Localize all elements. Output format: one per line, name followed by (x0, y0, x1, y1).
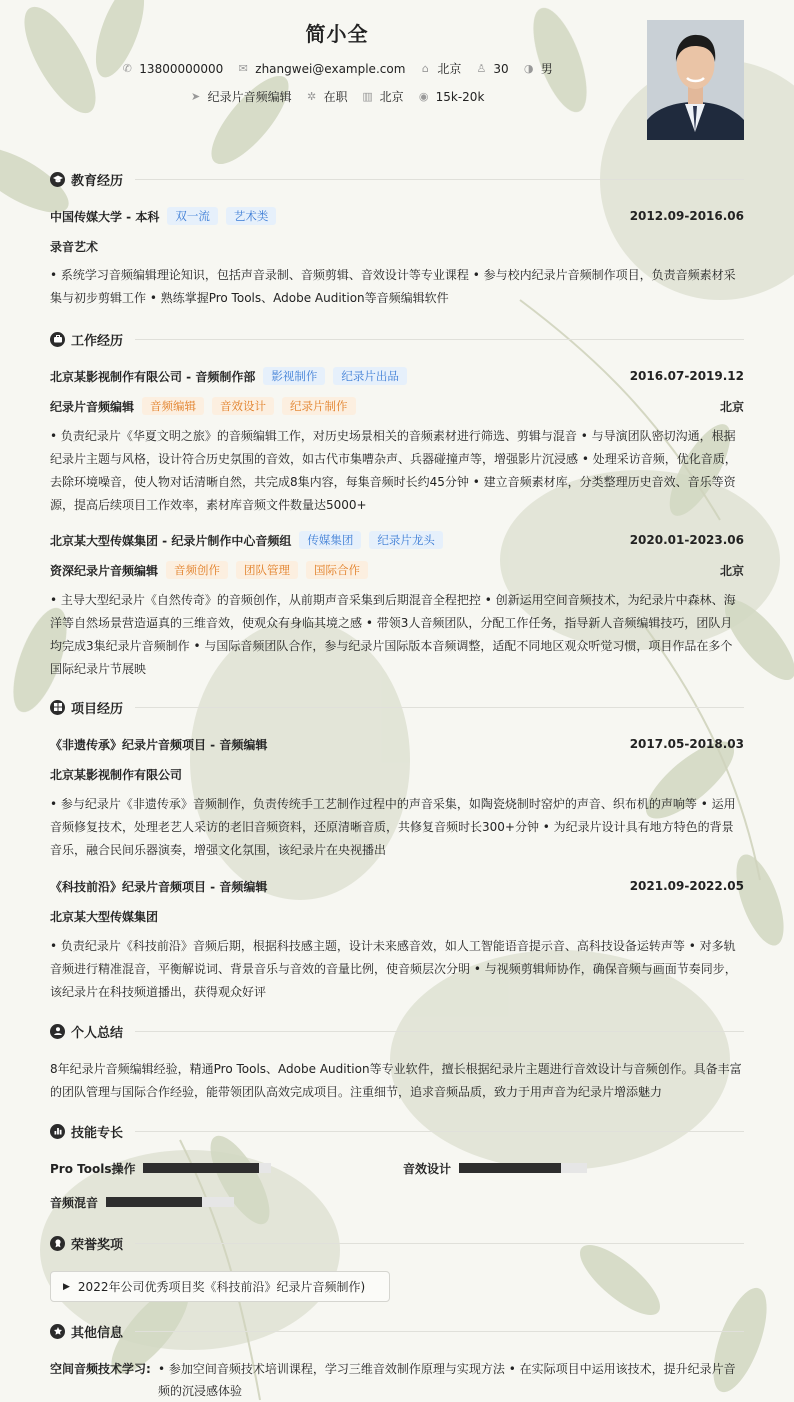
caret-right-icon: ▶ (63, 1281, 70, 1292)
medal-icon (50, 1236, 65, 1251)
status-info: ✲ 在职 (306, 90, 348, 104)
graduation-cap-icon (50, 172, 65, 187)
divider (135, 1031, 744, 1032)
work-section-title: 工作经历 (50, 329, 744, 349)
other-text: • 参加空间音频技术培训课程，学习三维音效制作原理与实现方法 • 在实际项目中运用该技术，提升纪录片音频的沉浸感体验 (158, 1362, 736, 1398)
skill-bar-fill (459, 1163, 561, 1173)
company-tag: 纪录片出品 (333, 367, 407, 385)
skill-bar (143, 1163, 271, 1173)
education-description: • 系统学习音频编辑理论知识，包括声音录制、音频剪辑、音效设计等专业课程 • 参与校内纪录片音频制作项目，负责音频素材采集与初步剪辑工作 • 熟练掌握Pro Tools、Adobe Audition等音频编辑软件 (50, 268, 736, 305)
position-info: ➤ 纪录片音频编辑 (190, 90, 292, 104)
company-name: 北京某影视制作有限公司 - 音频制作部 (50, 369, 256, 384)
skill-item: 音频混音 (50, 1192, 234, 1212)
work-role-row (50, 396, 744, 416)
work-description: • 主导大型纪录片《自然传奇》的音频创作，从前期声音采集到后期混音全程把控 • 创新运用空间音频技术，为纪录片中森林、海洋等自然场景营造逼真的三维音效，使观众有身临其境之感 • 带领3人音频团队，分配工作任务，指导新人音频编辑技巧，团队月均完成3集纪录片音频制作 • 与国际音频团队合作，参与纪录片国际版本音频调整，适配不同地区观众听觉习惯，项目作品在多个国际纪录片节展映 (50, 593, 736, 676)
skills-section-title: 技能专长 (50, 1121, 744, 1141)
company-tag: 影视制作 (263, 367, 325, 385)
home-icon: ⌂ (421, 62, 429, 75)
project-description: • 参与纪录片《非遗传承》音频制作，负责传统手工艺制作过程中的声音采集，如陶瓷烧制时窑炉的声音、织布机的声响等 • 运用音频修复技术，处理老艺人采访的老旧音频资料，还原清晰音质，共修复音频时长300+分钟 • 为纪录片设计具有地方特色的背景音乐，融合民间乐器演奏，增强文化氛围，该纪录片在央视播出 (50, 797, 736, 857)
skill-bar-fill (106, 1197, 202, 1207)
project-name: 《科技前沿》纪录片音频项目 - 音频编辑 (50, 879, 268, 894)
profile-photo (647, 20, 744, 140)
skill-bar (106, 1197, 234, 1207)
location-info: ⌂ 北京 (419, 60, 461, 77)
divider (135, 1243, 744, 1244)
building-icon: ▥ (362, 90, 373, 103)
other-section-title: 其他信息 (50, 1321, 744, 1341)
send-icon: ➤ (190, 90, 201, 103)
briefcase-icon (50, 332, 65, 347)
mail-icon: ✉ (238, 62, 248, 75)
work-period: 2016.07-2019.12 (629, 369, 744, 383)
coin-icon: ◉ (418, 90, 429, 103)
work-city: 北京 (719, 399, 744, 414)
divider (135, 1131, 744, 1132)
other-info-item (50, 1358, 744, 1402)
education-section-title: 教育经历 (50, 169, 744, 189)
divider (135, 179, 744, 180)
work-description: • 负责纪录片《华夏文明之旅》的音频编辑工作，对历史场景相关的音频素材进行筛选、剪辑与混音 • 与导演团队密切沟通，根据纪录片主题与风格，设计符合历史氛围的音效，如古代市集嘈杂声、兵器碰撞声等，增强影片沉浸感 • 处理采访音频，优化音质，去除环境噪音，使人物对话清晰自然，共完成8集内容，每集音频时长约45分钟 • 建立音频素材库，分类整理历史音效、音乐等资源，提高后续项目工作效率，素材库音频文件数量达5000+ (50, 429, 737, 512)
education-period: 2012.09-2016.06 (629, 209, 744, 223)
job-intent-row (0, 88, 674, 105)
cake-icon: ♙ (476, 62, 487, 75)
project-header (50, 876, 744, 896)
role-tag: 团队管理 (236, 561, 298, 579)
gender-icon: ◑ (523, 62, 534, 75)
company-tag: 纪录片龙头 (369, 531, 443, 549)
contact-row (0, 60, 674, 77)
gender-info: ◑ 男 (523, 62, 553, 76)
city-info: ▥ 北京 (362, 90, 404, 104)
user-icon (50, 1024, 65, 1039)
skill-item: Pro Tools操作 (50, 1158, 271, 1178)
work-item-header (50, 366, 744, 386)
divider (135, 1331, 744, 1332)
email-info[interactable]: ✉ zhangwei@example.com (238, 61, 406, 76)
phone-icon: ✆ (122, 62, 132, 75)
role-tag: 纪录片制作 (282, 397, 356, 415)
project-period: 2021.09-2022.05 (629, 879, 744, 893)
role-tag: 国际合作 (306, 561, 368, 579)
phone-info: ✆ 13800000000 (122, 61, 224, 76)
role-name: 资深纪录片音频编辑 (50, 563, 159, 578)
education-header (50, 206, 744, 226)
project-org-row (50, 764, 744, 784)
divider (135, 707, 744, 708)
school-tag: 艺术类 (226, 207, 277, 225)
role-tag: 音频编辑 (142, 397, 204, 415)
projects-section-title: 项目经历 (50, 697, 744, 717)
project-org: 北京某影视制作有限公司 (50, 767, 183, 782)
project-period: 2017.05-2018.03 (629, 737, 744, 751)
major-name: 录音艺术 (50, 239, 99, 254)
salary-info: ◉ 15k-20k (418, 89, 485, 104)
role-tag: 音效设计 (212, 397, 274, 415)
work-period: 2020.01-2023.06 (629, 533, 744, 547)
school-name: 中国传媒大学 - 本科 (50, 209, 160, 224)
project-name: 《非遗传承》纪录片音频项目 - 音频编辑 (50, 737, 268, 752)
role-name: 纪录片音频编辑 (50, 399, 135, 414)
project-header (50, 734, 744, 754)
company-name: 北京某大型传媒集团 - 纪录片制作中心音频组 (50, 533, 292, 548)
summary-section-title: 个人总结 (50, 1021, 744, 1041)
role-tag: 音频创作 (166, 561, 228, 579)
info-icon (50, 1324, 65, 1339)
work-item-header (50, 530, 744, 550)
skill-item: 音效设计 (403, 1158, 587, 1178)
skill-bar-fill (143, 1163, 258, 1173)
skill-bar (459, 1163, 587, 1173)
project-description: • 负责纪录片《科技前沿》音频后期，根据科技感主题，设计未来感音效，如人工智能语音提示音、高科技设备运转声等 • 对多轨音频进行精准混音，平衡解说词、背景音乐与音效的音量比例，使音频层次分明 • 与视频剪辑师协作，确保音频与画面节奏同步，该纪录片在科技频道播出，获得观众好评 (50, 939, 737, 999)
major-row (50, 236, 744, 256)
bar-chart-icon (50, 1124, 65, 1139)
award-item[interactable]: ▶ 2022年公司优秀项目奖《科技前沿》纪录片音频制作) (50, 1271, 390, 1302)
age-info: ♙ 30 (476, 61, 509, 76)
status-icon: ✲ (306, 90, 317, 103)
candidate-name: 简小全 (305, 22, 369, 46)
other-label: 空间音频技术学习: (50, 1362, 151, 1376)
project-org: 北京某大型传媒集团 (50, 909, 159, 924)
divider (135, 339, 744, 340)
company-tag: 传媒集团 (299, 531, 361, 549)
school-tag: 双一流 (167, 207, 218, 225)
work-role-row (50, 560, 744, 580)
awards-section-title: 荣誉奖项 (50, 1233, 744, 1253)
project-org-row (50, 906, 744, 926)
grid-icon (50, 700, 65, 715)
work-city: 北京 (719, 563, 744, 578)
summary-text: 8年纪录片音频编辑经验，精通Pro Tools、Adobe Audition等专业软件，擅长根据纪录片主题进行音效设计与音频创作。具备丰富的团队管理与国际合作经验，能带领团队高效完成项目。注重细节，追求音频品质，致力于用声音为纪录片增添魅力 (50, 1062, 742, 1099)
